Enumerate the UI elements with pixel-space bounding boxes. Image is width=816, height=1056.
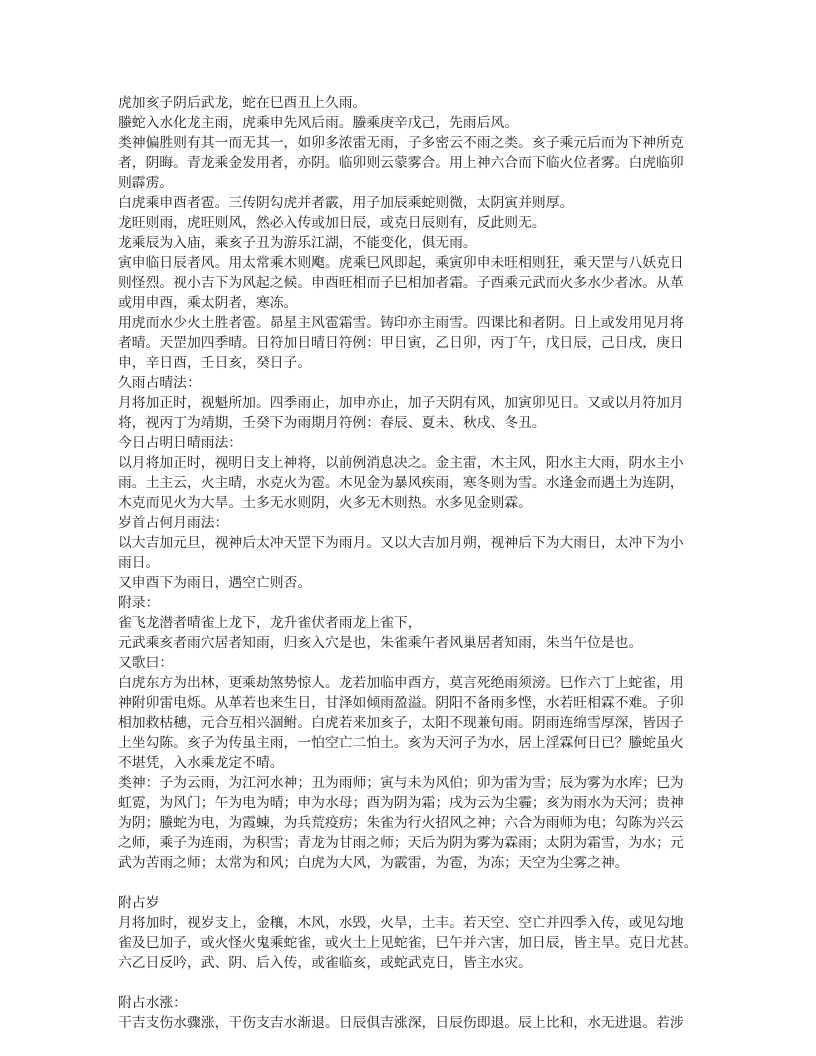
text-line: 龙乘辰为入庙，乘亥子丑为游乐江湖，不能变化，俱无雨。	[118, 235, 477, 251]
text-line: 木克而见火为大旱。土多无水则阴，火多无木则热。水多见金则霖。	[118, 495, 532, 511]
text-line: 将，视丙丁为靖期，壬癸下为雨期月符例：春辰、夏未、秋戌、冬丑。	[118, 415, 546, 431]
text-line: 用虎而水少火土胜者雹。昴星主风雹霜雪。铸印亦主雨雪。四课比和者阴。日上或发用见月将	[118, 315, 684, 331]
text-line: 申，辛日酉，壬日亥，癸日子。	[118, 355, 312, 371]
text-line: 今日占明日晴雨法：	[118, 435, 243, 451]
text-line: 则霹雳。	[118, 175, 174, 191]
blank-line	[118, 973, 718, 993]
text-line: 白虎乘申酉者雹。三传阴勾虎并者霰，用子加辰乘蛇则微，太阴寅并则厚。	[118, 195, 574, 211]
text-line: 久雨占晴法：	[118, 375, 201, 391]
text-line: 不堪凭，入水乘龙定不晴。	[118, 755, 284, 771]
text-line: 六乙日反吟，武、阴、后入传，或雀临亥，或蛇武克日，皆主水灾。	[118, 955, 532, 971]
text-line: 者，阴晦。青龙乘金发用者，亦阴。临卯则云蒙雾合。用上神六合而下临火位者雾。白虎临卯	[118, 155, 684, 171]
text-line: 虹霓，为风门；午为电为晴；申为水母；酉为阴为霜；戌为云为尘霾；亥为雨水为天河；贵神	[118, 795, 684, 811]
text-line: 类神偏胜则有其一而无其一，如卯多浓雷无雨，子多密云不雨之类。亥子乘元后而为下神所克	[118, 135, 684, 151]
text-line: 附录：	[118, 595, 160, 611]
text-line: 则怪烈。视小吉下为风起之候。申酉旺相而子巳相加者霜。子酉乘元武而火多水少者冰。从革	[118, 275, 684, 291]
text-line: 武为苦雨之师；太常为和风；白虎为大风，为霰雷，为雹，为冻；天空为尘雾之神。	[118, 855, 629, 871]
text-line: 虎加亥子阴后武龙，蛇在巳酉丑上久雨。	[118, 95, 367, 111]
text-line: 附占水涨：	[118, 995, 187, 1011]
document-body	[118, 93, 718, 1033]
text-line: 类神：子为云雨，为江河水神；丑为雨师；寅与未为风伯；卯为雷为雪；辰为雾为水库；巳为	[118, 775, 684, 791]
text-line: 白虎东方为出林，更乘劫煞势惊人。龙若加临申酉方，莫言死绝雨须滂。巳作六丁上蛇雀，用	[118, 675, 684, 691]
text-line: 者晴。天罡加四季晴。日符加日晴日符例：甲日寅，乙日卯，丙丁午，戊日辰，己日戌，庚日	[118, 335, 684, 351]
text-line: 元武乘亥者雨穴居者知雨，归亥入穴是也，朱雀乘午者风巢居者知雨，朱当午位是也。	[118, 635, 643, 651]
text-line: 或用申酉，乘太阴者，寒冻。	[118, 295, 298, 311]
text-line: 岁首占何月雨法：	[118, 515, 229, 531]
text-line: 雨。土主云，火主晴，水克火为雹。木见金为暴风疾雨，寒冬则为雪。水逢金而遇土为连阴，	[118, 475, 684, 491]
text-line: 相加救枯穗，元合互相兴涸鲋。白虎若来加亥子，太阳不现兼旬雨。阴雨连绵雪厚深，皆因子	[118, 715, 684, 731]
text-line: 月将加时，视岁支上，金穰，木风，水毁，火旱，土丰。若天空、空亡并四季入传，或见勾地	[118, 915, 684, 931]
text-line: 雀及巳加子，或火怪火鬼乘蛇雀，或火土上见蛇雀，巳午并六害，加日辰，皆主旱。克日尤甚。	[118, 935, 698, 951]
text-line: 寅申临日辰者风。用太常乘木则飑。虎乘巳风即起，乘寅卯申未旺相则狂，乘天罡与八妖克日	[118, 255, 684, 271]
text-line: 又歌曰：	[118, 655, 174, 671]
text-line: 雨日。	[118, 555, 160, 571]
text-line: 雀飞龙潜者晴雀上龙下，龙升雀伏者雨龙上雀下，	[118, 615, 422, 631]
text-line: 螣蛇入水化龙主雨，虎乘申先风后雨。螣乘庚辛戊己，先雨后风。	[118, 115, 519, 131]
text-line: 干吉支伤水骤涨，干伤支吉水渐退。日辰俱吉涨深，日辰伤即退。辰上比和，水无进退。若涉	[118, 1015, 684, 1031]
text-line: 神附卯雷电烁。从革若也来生日，甘泽如倾雨盈溢。阴阳不备雨多悭，水若旺相霖不难。子卯	[118, 695, 684, 711]
text-line: 龙旺则雨，虎旺则风，然必入传或加日辰，或克日辰则有，反此则无。	[118, 215, 546, 231]
text-line: 附占岁	[118, 895, 160, 911]
text-line: 之师，乘子为连雨，为积雪；青龙为甘雨之师；天后为阴为雾为霖雨；太阴为霜雪，为水；元	[118, 835, 684, 851]
blank-line	[118, 873, 718, 893]
text-line: 又申酉下为雨日，遇空亡则否。	[118, 575, 312, 591]
text-line: 月将加正时，视魁所加。四季雨止，加申亦止，加子天阴有风，加寅卯见日。又或以月符加月	[118, 395, 684, 411]
text-line: 上坐勾陈。亥子为传虽主雨，一怕空亡二怕土。亥为天河子为水，居上淫霖何日已？螣蛇虽火	[118, 735, 684, 751]
text-line: 以月将加正时，视明日支上神将，以前例消息决之。金主雷，木主风，阳水主大雨，阴水主小	[118, 455, 684, 471]
text-line: 以大吉加元旦，视神后太冲天罡下为雨月。又以大吉加月朔，视神后下为大雨日，太冲下为小	[118, 535, 684, 551]
text-line: 为阴；螣蛇为电，为霞蝀，为兵荒疫疠；朱雀为行火招风之神；六合为雨师为电；勾陈为兴云	[118, 815, 684, 831]
